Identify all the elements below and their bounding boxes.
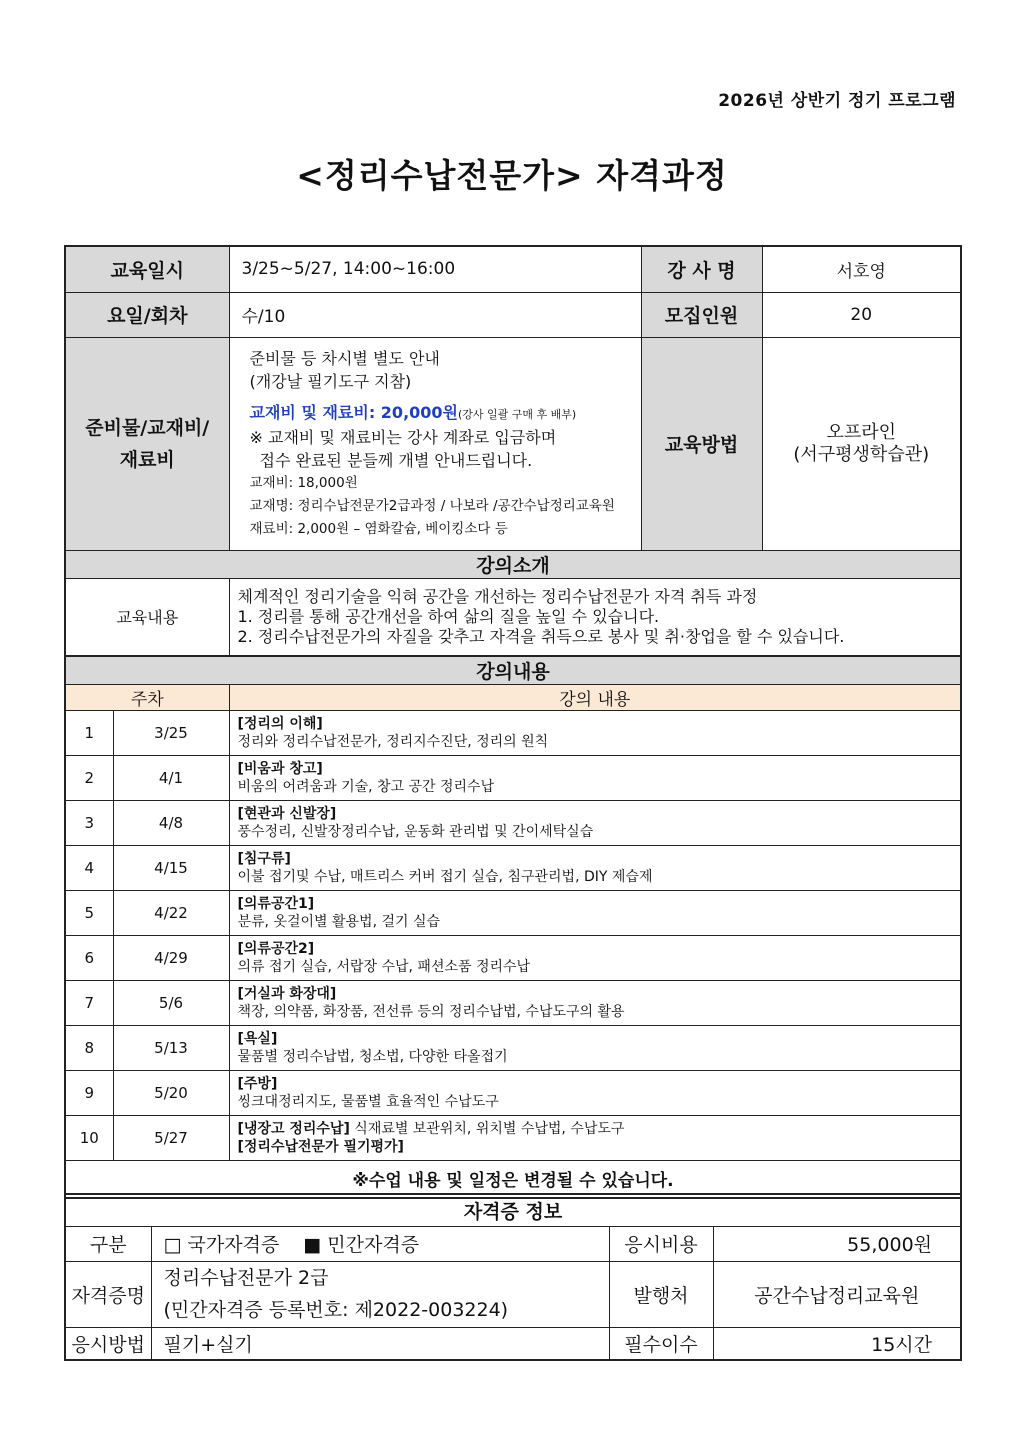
week-topic xyxy=(229,1026,961,1071)
prep-line: 교재명: 정리수납전문가2급과정 / 나보라 /공간수납정리교육원 xyxy=(249,497,615,514)
week-date: 5/20 xyxy=(113,1071,229,1116)
cert-name-label: 자격증명 xyxy=(65,1261,151,1327)
table-row xyxy=(65,981,961,1026)
week-topic xyxy=(229,846,961,891)
week-topic xyxy=(229,711,961,756)
cert-fee-value: 55,000원 xyxy=(713,1226,961,1261)
week-number: 2 xyxy=(65,756,113,801)
week-number: 10 xyxy=(65,1116,113,1161)
week-number: 6 xyxy=(65,936,113,981)
method-line2: (서구평생학습관) xyxy=(793,443,930,465)
week-number: 1 xyxy=(65,711,113,756)
week-date: 4/1 xyxy=(113,756,229,801)
national-checkbox: □ 국가자격증 xyxy=(163,1234,280,1256)
week-topic xyxy=(229,936,961,981)
table-row xyxy=(65,1116,961,1161)
intro-line: 1. 정리를 통해 공간개선을 하여 삶의 질을 높일 수 있습니다. xyxy=(237,606,660,626)
week-column-header: 주차 xyxy=(65,685,229,711)
page-title: <정리수납전문가> 자격과정 xyxy=(296,156,728,195)
instructor-value: 서호영 xyxy=(762,246,961,292)
table-row xyxy=(65,711,961,756)
prep-details xyxy=(229,337,641,550)
fee-line xyxy=(250,401,631,426)
week-topic xyxy=(229,1116,961,1161)
prep-label-line2: 재료비 xyxy=(119,448,175,471)
instructor-label: 강 사 명 xyxy=(641,246,762,292)
topic-title: [주방] xyxy=(237,1076,278,1092)
week-date: 4/8 xyxy=(113,801,229,846)
table-row xyxy=(65,1026,961,1071)
week-date: 4/22 xyxy=(113,891,229,936)
cert-type-label: 구분 xyxy=(65,1226,151,1261)
content-column-header: 강의 내용 xyxy=(229,685,961,711)
method-value xyxy=(762,337,961,550)
date-value: 3/25~5/27, 14:00~16:00 xyxy=(229,246,641,292)
topic-title: [정리수납전문가 필기평가] xyxy=(237,1139,404,1155)
topic-desc: 정리와 정리수납전문가, 정리지수진단, 정리의 원칙 xyxy=(237,734,549,750)
capacity-value: 20 xyxy=(762,292,961,337)
week-topic xyxy=(229,891,961,936)
cert-exam-value: 필기+실기 xyxy=(151,1327,609,1360)
topic-title: [욕실] xyxy=(237,1031,278,1047)
topic-desc: 물품별 정리수납법, 청소법, 다양한 타올접기 xyxy=(237,1049,508,1065)
cert-name-value xyxy=(151,1261,609,1327)
intro-section-title: 강의소개 xyxy=(65,550,961,578)
week-topic xyxy=(229,1071,961,1116)
topic-desc: 식재료별 보관위치, 위치별 수납법, 수납도구 xyxy=(349,1121,625,1137)
prep-label-line1: 준비물/교재비/ xyxy=(85,416,210,439)
day-value: 수/10 xyxy=(229,292,641,337)
week-number: 9 xyxy=(65,1071,113,1116)
week-number: 8 xyxy=(65,1026,113,1071)
intro-line: 2. 정리수납전문가의 자질을 갖추고 자격을 취득으로 봉사 및 취·창업을 할 수 있습니다. xyxy=(237,626,845,646)
intro-line: 체계적인 정리기술을 익혀 공간을 개선하는 정리수납전문가 자격 취득 과정 xyxy=(237,586,758,606)
week-date: 5/6 xyxy=(113,981,229,1026)
week-date: 5/13 xyxy=(113,1026,229,1071)
topic-desc: 씽크대정리지도, 물품별 효율적인 수납도구 xyxy=(237,1094,499,1110)
cert-section-title: 자격증 정보 xyxy=(65,1194,961,1226)
week-topic xyxy=(229,801,961,846)
topic-desc: 이불 접기및 수납, 매트리스 커버 접기 실습, 침구관리법, DIY 제습제 xyxy=(237,869,653,885)
intro-label: 교육내용 xyxy=(65,578,229,656)
table-row xyxy=(65,801,961,846)
topic-desc: 풍수정리, 신발장정리수납, 운동화 관리법 및 간이세탁실습 xyxy=(237,824,594,840)
topic-title: [침구류] xyxy=(237,851,291,867)
topic-title: [냉장고 정리수납] xyxy=(237,1121,350,1137)
cert-type-value xyxy=(151,1226,609,1261)
prep-line: 준비물 등 차시별 별도 안내 xyxy=(249,348,440,368)
topic-title: [현관과 신발장] xyxy=(237,806,337,822)
schedule-section-title: 강의내용 xyxy=(65,656,961,685)
prep-line: 접수 완료된 분들께 개별 안내드립니다. xyxy=(259,450,533,470)
week-number: 3 xyxy=(65,801,113,846)
schedule-table xyxy=(64,655,962,1199)
fee-text: 교재비 및 재료비: 20,000원 xyxy=(249,402,458,422)
week-number: 5 xyxy=(65,891,113,936)
topic-desc: 의류 접기 실습, 서랍장 수납, 패션소품 정리수납 xyxy=(237,959,531,975)
topic-desc: 비움의 어려움과 기술, 창고 공간 정리수납 xyxy=(237,779,495,795)
topic-title: [의류공간1] xyxy=(237,896,315,912)
certificate-table xyxy=(64,1193,962,1361)
week-date: 4/15 xyxy=(113,846,229,891)
intro-content xyxy=(229,578,961,656)
week-number: 4 xyxy=(65,846,113,891)
prep-line: ※ 교재비 및 재료비는 강사 계좌로 입금하며 xyxy=(249,427,557,447)
cert-issuer-value: 공간수납정리교육원 xyxy=(713,1261,961,1327)
cert-fee-label: 응시비용 xyxy=(609,1226,713,1261)
capacity-label: 모집인원 xyxy=(641,292,762,337)
prep-line: 교재비: 18,000원 xyxy=(249,474,358,491)
week-date: 5/27 xyxy=(113,1116,229,1161)
prep-label xyxy=(65,337,229,550)
cert-hours-label: 필수이수 xyxy=(609,1327,713,1360)
schedule-notice: ※수업 내용 및 일정은 변경될 수 있습니다. xyxy=(65,1161,961,1198)
method-label: 교육방법 xyxy=(641,337,762,550)
day-label: 요일/회차 xyxy=(65,292,229,337)
private-checkbox: ■ 민간자격증 xyxy=(303,1234,420,1256)
topic-title: [의류공간2] xyxy=(237,941,315,957)
topic-title: [거실과 화장대] xyxy=(237,986,337,1002)
table-row xyxy=(65,846,961,891)
cert-issuer-label: 발행처 xyxy=(609,1261,713,1327)
topic-title: [비움과 창고] xyxy=(237,761,323,777)
topic-desc: 분류, 옷걸이별 활용법, 걸기 실습 xyxy=(237,914,441,930)
prep-line: (개강날 필기도구 지참) xyxy=(249,371,412,391)
date-label: 교육일시 xyxy=(65,246,229,292)
fee-note: (강사 일괄 구매 후 배부) xyxy=(458,407,577,421)
week-date: 3/25 xyxy=(113,711,229,756)
cert-hours-value: 15시간 xyxy=(713,1327,961,1360)
week-date: 4/29 xyxy=(113,936,229,981)
cert-name-line2: (민간자격증 등록번호: 제2022-003224) xyxy=(163,1299,509,1321)
topic-desc: 책장, 의약품, 화장품, 전선류 등의 정리수납법, 수납도구의 활용 xyxy=(237,1004,625,1020)
program-label: 2026년 상반기 정기 프로그램 xyxy=(718,91,956,111)
cert-exam-label: 응시방법 xyxy=(65,1327,151,1360)
cert-name-line1: 정리수납전문가 2급 xyxy=(163,1267,329,1289)
table-row xyxy=(65,756,961,801)
week-number: 7 xyxy=(65,981,113,1026)
week-topic xyxy=(229,756,961,801)
table-row xyxy=(65,891,961,936)
method-line1: 오프라인 xyxy=(826,421,897,443)
week-topic xyxy=(229,981,961,1026)
prep-line: 재료비: 2,000원 – 염화칼슘, 베이킹소다 등 xyxy=(249,520,508,537)
table-row xyxy=(65,936,961,981)
table-row xyxy=(65,1071,961,1116)
topic-title: [정리의 이해] xyxy=(237,716,323,732)
course-info-table xyxy=(64,245,962,657)
